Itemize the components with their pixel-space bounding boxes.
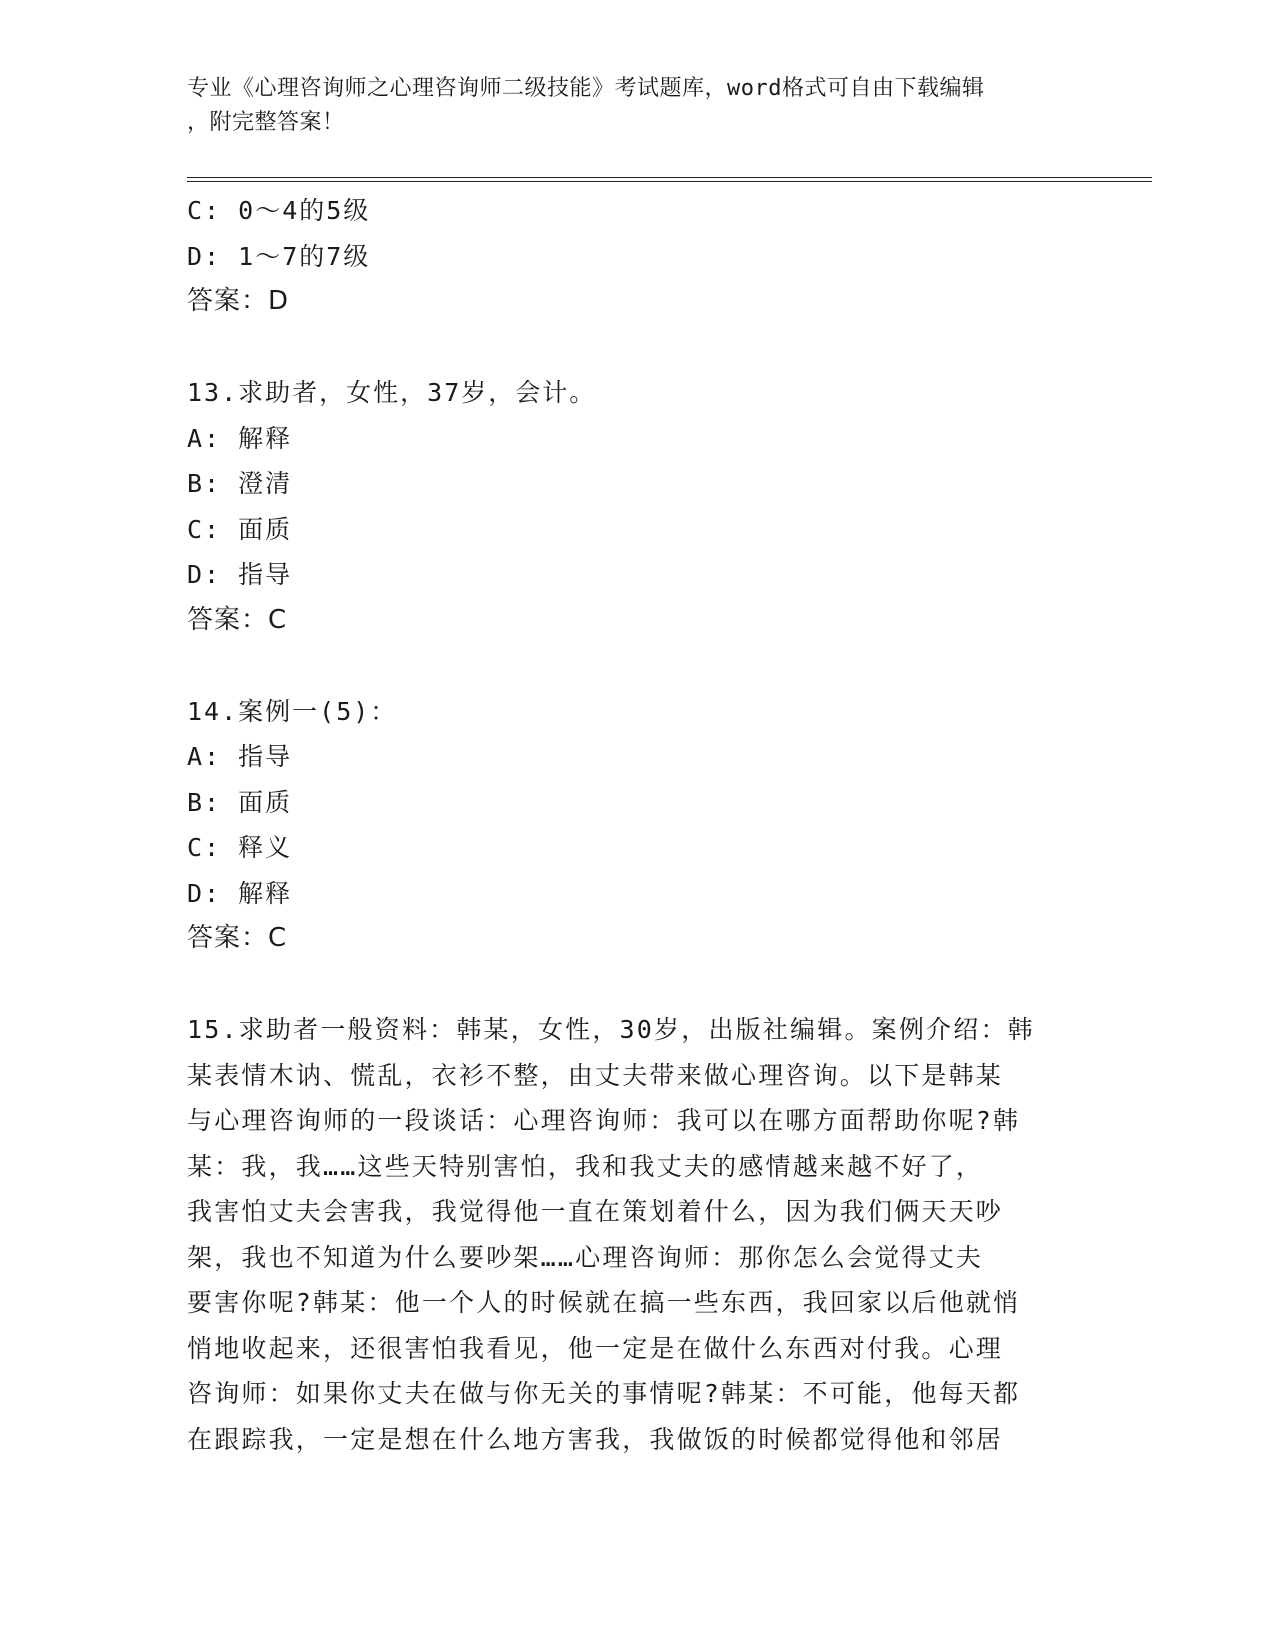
paragraph-line: 要害你呢?韩某：他一个人的时候就在搞一些东西，我回家以后他就悄 bbox=[187, 1288, 1021, 1317]
header-title-line-2: ，附完整答案！ bbox=[187, 110, 345, 135]
paragraph-line: 架，我也不知道为什么要吵架……心理咨询师：那你怎么会觉得丈夫 bbox=[187, 1242, 984, 1272]
question-15 bbox=[187, 1007, 1077, 1462]
question-stem: 14.案例一(5)： bbox=[187, 696, 398, 726]
option-b: B: 面质 bbox=[187, 787, 293, 817]
header-title-line-1: 专业《心理咨询师之心理咨询师二级技能》考试题库，word格式可自由下载编辑 bbox=[187, 76, 985, 101]
option-d: D: 指导 bbox=[187, 560, 293, 589]
document-body bbox=[187, 188, 1087, 1462]
paragraph-line: 15.求助者一般资料：韩某，女性，30岁，出版社编辑。案例介绍：韩 bbox=[187, 1015, 1035, 1044]
header-rule-bottom bbox=[187, 181, 1152, 182]
option-c: C: 释义 bbox=[187, 833, 293, 862]
question-13 bbox=[187, 370, 1087, 643]
spacer bbox=[187, 325, 1087, 371]
option-d: D: 1～7的7级 bbox=[187, 241, 371, 271]
option-a: A: 指导 bbox=[187, 742, 293, 771]
paragraph-line: 某表情木讷、慌乱，衣衫不整，由丈夫带来做心理咨询。以下是韩某 bbox=[187, 1060, 1004, 1090]
paragraph-line: 我害怕丈夫会害我，我觉得他一直在策划着什么，因为我们俩天天吵 bbox=[187, 1197, 1004, 1226]
option-a: A: 解释 bbox=[187, 423, 293, 453]
question-stem: 13.求助者，女性，37岁，会计。 bbox=[187, 378, 597, 407]
answer: 答案：C bbox=[187, 604, 288, 635]
answer: 答案：C bbox=[187, 923, 288, 953]
paragraph-line: 悄地收起来，还很害怕我看见，他一定是在做什么东西对付我。心理 bbox=[187, 1333, 1004, 1363]
option-b: B: 澄清 bbox=[187, 469, 293, 498]
question-12-tail bbox=[187, 188, 1087, 325]
paragraph-line: 与心理咨询师的一段谈话：心理咨询师：我可以在哪方面帮助你呢?韩 bbox=[187, 1106, 1021, 1135]
document-header bbox=[187, 72, 1067, 140]
spacer bbox=[187, 643, 1087, 689]
header-rule-top bbox=[187, 177, 1152, 178]
paragraph-line: 在跟踪我，一定是想在什么地方害我，我做饭的时候都觉得他和邻居 bbox=[187, 1424, 1004, 1454]
option-c: C: 0～4的5级 bbox=[187, 196, 371, 225]
paragraph-line: 咨询师：如果你丈夫在做与你无关的事情呢?韩某：不可能，他每天都 bbox=[187, 1379, 1021, 1408]
option-c: C: 面质 bbox=[187, 514, 293, 544]
answer: 答案：D bbox=[187, 286, 290, 316]
question-14 bbox=[187, 689, 1087, 962]
spacer bbox=[187, 962, 1087, 1008]
paragraph-line: 某：我，我……这些天特别害怕，我和我丈夫的感情越来越不好了， bbox=[187, 1151, 984, 1181]
option-d: D: 解释 bbox=[187, 878, 293, 908]
